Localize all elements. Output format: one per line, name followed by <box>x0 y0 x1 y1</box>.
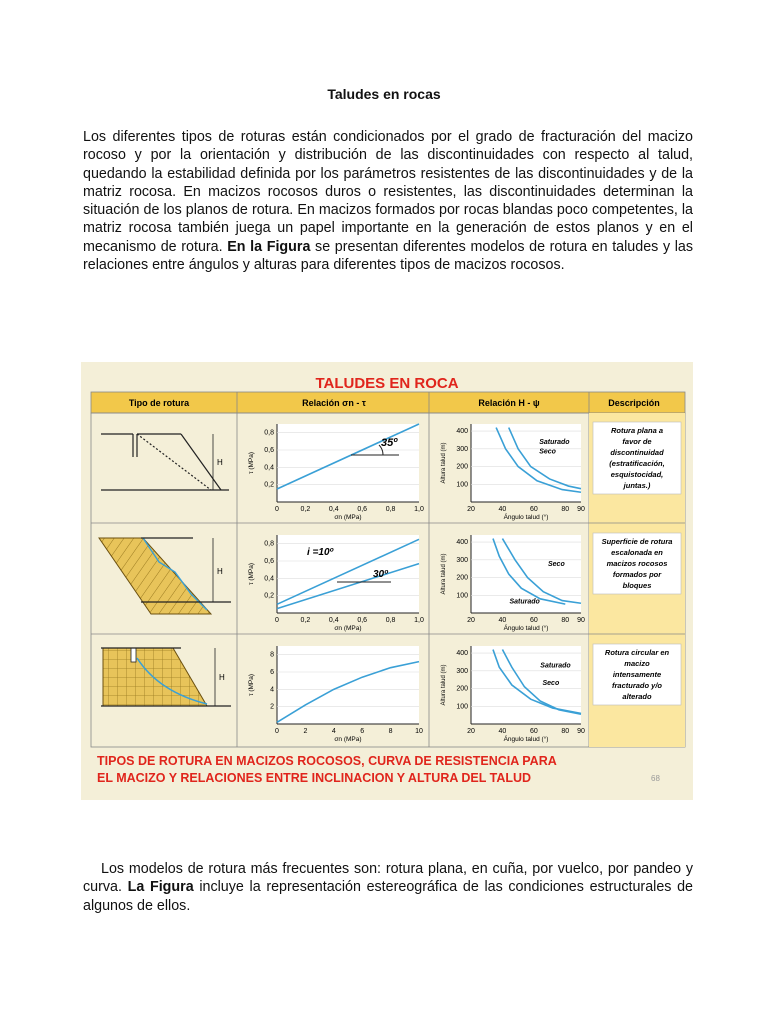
height-x-tick: 60 <box>529 728 538 735</box>
row1-angle-label: 35º <box>381 437 398 449</box>
stress-charts <box>248 424 424 743</box>
stress-x-tick: 0,2 <box>300 506 311 513</box>
stress-y-label: τ (MPa) <box>248 673 255 697</box>
height-y-tick: 300 <box>456 556 468 564</box>
stress-x-tick: 8 <box>388 728 393 735</box>
page-title: Taludes en rocas <box>327 86 441 102</box>
height-y-tick: 200 <box>456 463 468 471</box>
stress-x-label: σn (MPa) <box>334 625 362 632</box>
intro-text-2: se presentan diferentes modelos de rotura en taludes y las relaciones entre ángulos y alturas para diferentes tipos de macizos rocosos. <box>83 238 694 274</box>
figure-reference-2: La Figura <box>127 879 194 896</box>
row1-sketch <box>101 434 229 490</box>
description-line: Rotura plana a <box>610 426 664 435</box>
row2-sketch <box>99 538 231 614</box>
description-line: juntas.) <box>623 481 651 490</box>
stress-chart-row2 <box>248 535 424 632</box>
height-x-tick: 80 <box>561 506 570 513</box>
description-line: macizo <box>624 659 650 668</box>
stress-x-tick: 0 <box>275 617 279 624</box>
stress-x-tick: 6 <box>360 728 365 735</box>
stress-y-tick: 0,4 <box>264 464 274 472</box>
description-line: discontinuidad <box>610 448 664 457</box>
intro-text-1: Los diferentes tipos de roturas están condicionados por el grado de fracturación del macizo rocoso y por la orientación y distribución de las discontinuidades con respecto al talud, quedando la estabilidad definida por los parámetros resistentes de las discontinuidades y de la matriz rocosa. En macizos rocosos duros o resistentes, las discontinuidades determinan la situación de los planos de rotura. En macizos formados por rocas blandas poco competentes, la matriz rocosa también juega un papel importante en la generación de estos planos y en el mecanismo de rotura. <box>83 129 693 255</box>
stress-x-tick: 10 <box>415 728 423 735</box>
height-curve-label: Seco <box>539 448 556 456</box>
stress-y-tick: 0,2 <box>264 481 274 489</box>
height-x-tick: 20 <box>467 506 475 513</box>
stress-x-tick: 1,0 <box>414 506 424 513</box>
height-y-tick: 200 <box>456 685 468 693</box>
description-line: macizos rocosos <box>606 559 668 568</box>
height-y-tick: 400 <box>456 428 468 436</box>
height-x-tick: 40 <box>498 506 507 513</box>
height-y-tick: 100 <box>456 592 468 600</box>
height-y-tick: 100 <box>456 703 468 711</box>
stress-x-label: σn (MPa) <box>334 514 362 521</box>
header-relacion-h: Relación H - ψ <box>478 398 540 408</box>
description-line: formados por <box>612 570 662 579</box>
stress-x-tick: 0,8 <box>385 617 396 624</box>
header-relacion-sigma: Relación σn - τ <box>302 398 366 408</box>
closing-text-1: Los modelos de rotura más frecuentes son: rotura plana, en cuña, por vuelco, por pandeo y curva. <box>83 861 693 896</box>
description-line: Superficie de rotura <box>601 537 673 546</box>
description-line: intensamente <box>612 670 662 679</box>
height-x-tick: 60 <box>529 506 538 513</box>
height-curve-label: Seco <box>542 679 560 687</box>
stress-y-tick: 0,8 <box>264 540 274 548</box>
row3-height-label: H <box>219 673 225 682</box>
description-line: favor de <box>622 437 652 446</box>
stress-y-label: τ (MPa) <box>248 451 255 475</box>
stress-x-tick: 0,6 <box>357 617 368 624</box>
height-x-tick: 90 <box>577 506 585 513</box>
height-x-tick: 20 <box>467 728 475 735</box>
height-y-tick: 200 <box>456 574 468 582</box>
stress-x-tick: 0 <box>275 728 279 735</box>
stress-y-tick: 8 <box>270 651 274 659</box>
height-x-tick: 60 <box>529 617 538 624</box>
stress-y-tick: 4 <box>270 686 274 694</box>
stress-plot-bg <box>277 424 419 502</box>
row3-sketch <box>101 648 231 706</box>
description-line: fracturado y/o <box>611 681 663 690</box>
height-curve-label: Saturado <box>540 662 571 670</box>
description-line: alterado <box>622 692 652 701</box>
stress-y-tick: 0,4 <box>264 575 274 583</box>
stress-x-label: σn (MPa) <box>334 736 362 743</box>
row1-height-label: H <box>217 458 223 467</box>
stress-y-tick: 0,2 <box>264 592 274 600</box>
stress-x-tick: 0,4 <box>328 617 339 624</box>
height-x-tick: 80 <box>561 728 570 735</box>
height-curve-label: Saturado <box>539 439 570 447</box>
height-y-tick: 100 <box>456 481 468 489</box>
stress-x-tick: 4 <box>331 728 336 735</box>
header-descripcion: Descripción <box>608 398 660 408</box>
height-y-label: Altura talud (m) <box>441 553 447 595</box>
height-plot-bg <box>471 646 581 724</box>
stress-chart-row1 <box>248 424 424 521</box>
stress-x-tick: 0,6 <box>357 506 368 513</box>
row2-angle-label: 30º <box>373 569 388 580</box>
stress-x-tick: 0,2 <box>300 617 311 624</box>
figure-caption-line2: EL MACIZO Y RELACIONES ENTRE INCLINACION Y ALTURA DEL TALUD <box>97 771 532 785</box>
height-x-tick: 40 <box>498 728 507 735</box>
height-y-tick: 400 <box>456 650 468 658</box>
height-y-tick: 300 <box>456 667 468 675</box>
description-line: bloques <box>622 581 652 590</box>
description-row2 <box>593 533 681 594</box>
description-line: (estratificación, <box>609 459 665 468</box>
description-line: esquistocidad, <box>610 470 664 479</box>
height-x-label: Ángulo talud (°) <box>503 514 549 521</box>
height-x-tick: 20 <box>467 617 475 624</box>
height-x-label: Ángulo talud (°) <box>503 736 549 743</box>
stress-y-tick: 0,6 <box>264 558 274 565</box>
height-x-tick: 90 <box>577 617 585 624</box>
height-angle-charts <box>441 424 585 743</box>
height-y-tick: 400 <box>456 539 468 547</box>
height-x-tick: 80 <box>561 617 570 624</box>
stress-y-tick: 0,6 <box>264 447 274 454</box>
description-row1 <box>593 422 681 494</box>
stress-x-tick: 1,0 <box>414 617 424 624</box>
stress-x-tick: 0 <box>275 506 279 513</box>
stress-chart-row3 <box>248 646 423 743</box>
height-x-tick: 90 <box>577 728 585 735</box>
height-chart-row1 <box>441 424 585 521</box>
row2-i-label: i =10º <box>307 547 334 558</box>
row2-height-label: H <box>217 567 223 576</box>
figure-page-number: 68 <box>651 774 660 783</box>
closing-paragraph <box>83 860 693 915</box>
figure-title: TALUDES EN ROCA <box>315 375 459 392</box>
stress-y-tick: 6 <box>270 669 274 676</box>
descriptions <box>593 422 681 705</box>
description-line: Rotura circular en <box>604 648 670 657</box>
stress-y-tick: 0,8 <box>264 429 274 437</box>
stress-y-tick: 2 <box>270 703 274 711</box>
height-x-label: Ángulo talud (°) <box>503 625 549 632</box>
stress-y-label: τ (MPa) <box>248 562 255 586</box>
height-curve-label: Seco <box>548 560 565 568</box>
height-x-tick: 40 <box>498 617 507 624</box>
height-curve-label: Saturado <box>509 598 540 606</box>
height-chart-row3 <box>441 646 585 743</box>
figure-reference: En la Figura <box>227 238 311 255</box>
stress-x-tick: 2 <box>303 728 308 735</box>
height-y-label: Altura talud (m) <box>441 664 447 706</box>
figure-caption-line1: TIPOS DE ROTURA EN MACIZOS ROCOSOS, CURVA DE RESISTENCIA PARA <box>97 754 557 768</box>
description-line: escalonada en <box>611 548 663 557</box>
description-row3 <box>593 644 681 705</box>
stress-plot-bg <box>277 646 419 724</box>
stress-x-tick: 0,4 <box>328 506 339 513</box>
header-tipo: Tipo de rotura <box>128 398 190 408</box>
stress-x-tick: 0,8 <box>385 506 396 513</box>
closing-text-2: incluye la representación estereográfica de las condiciones estructurales de algunos de ellos. <box>83 879 693 914</box>
intro-paragraph <box>83 128 693 274</box>
height-y-label: Altura talud (m) <box>441 442 447 484</box>
height-chart-row2 <box>441 535 585 632</box>
height-y-tick: 300 <box>456 445 468 453</box>
taludes-figure <box>81 362 693 800</box>
